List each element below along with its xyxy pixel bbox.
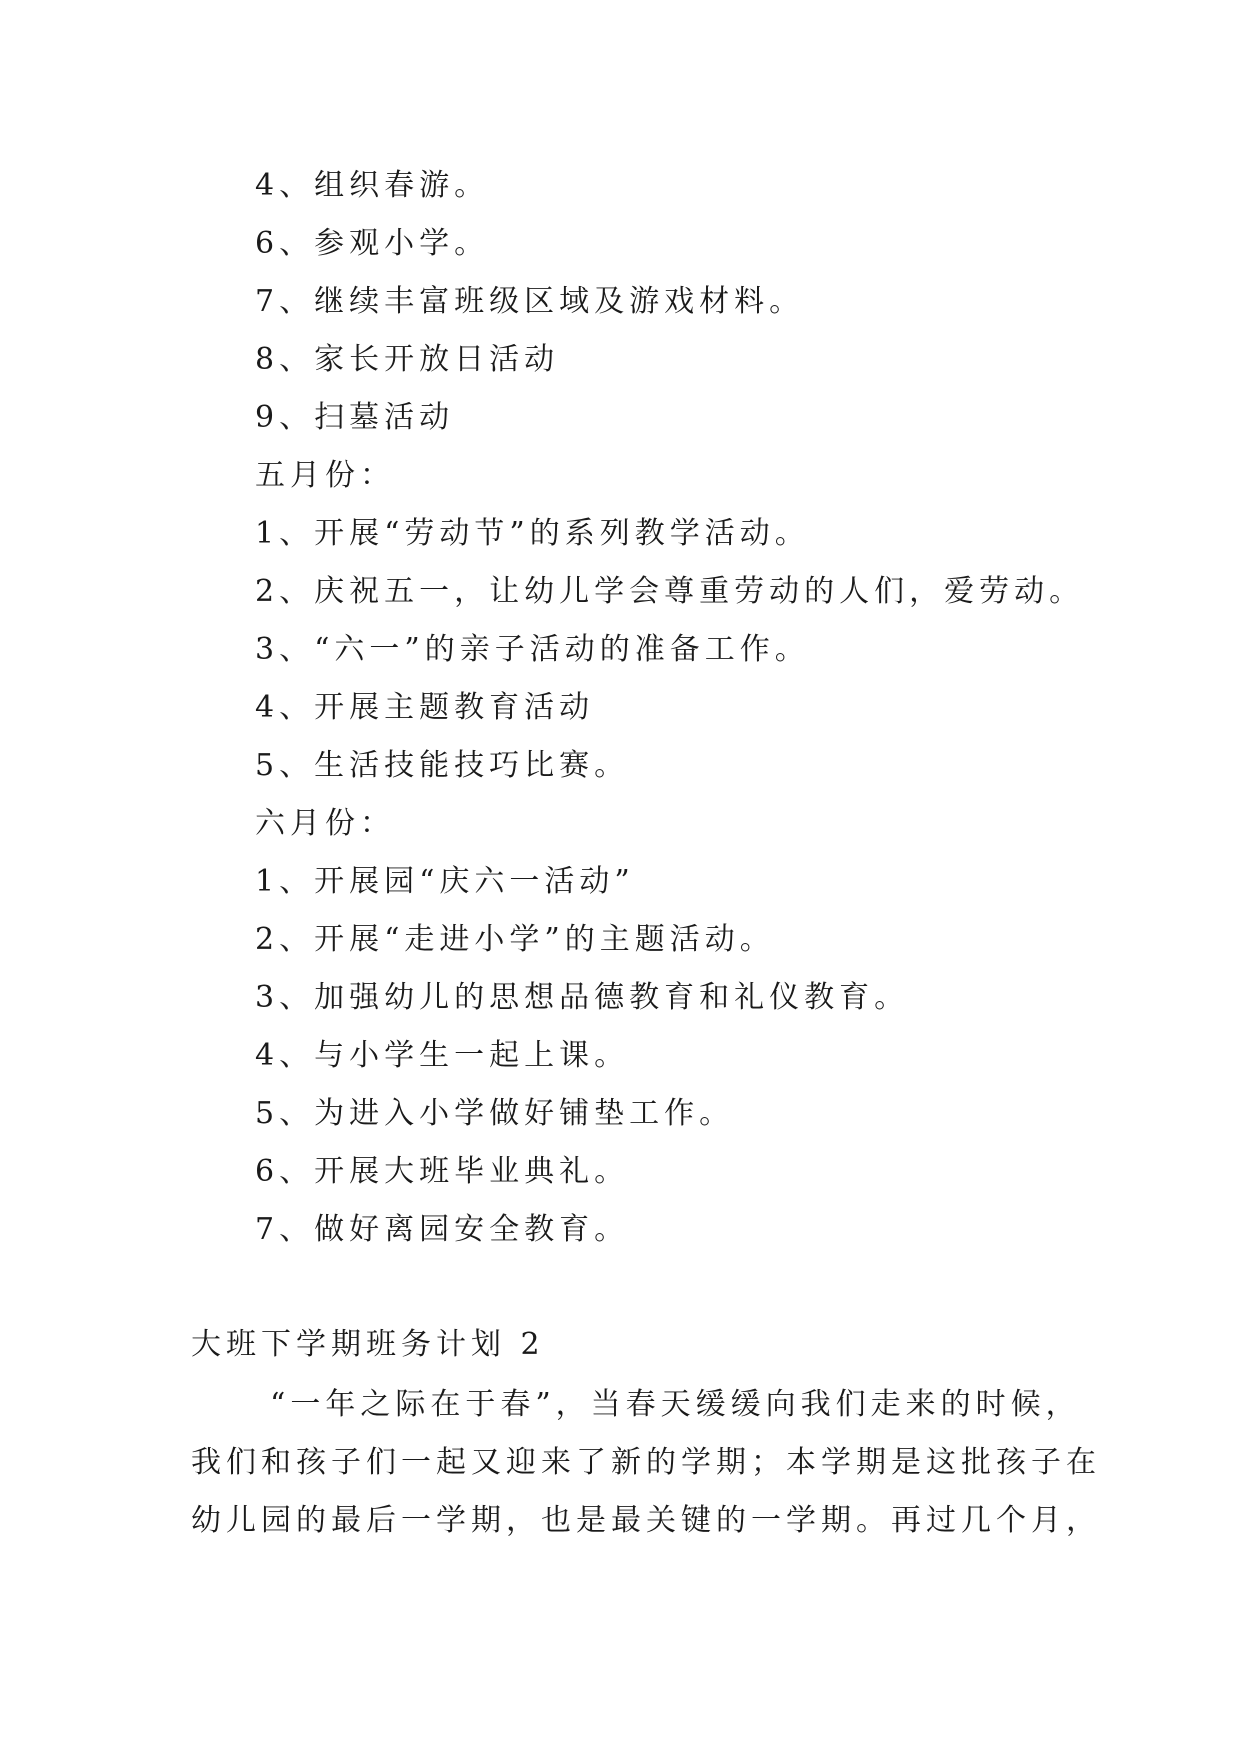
june-item-2: 2、开展“走进小学”的主题活动。 [255, 922, 775, 957]
april-item-9: 9、扫墓活动 [255, 400, 455, 435]
paragraph-line: 幼儿园的最后一学期，也是最关键的一学期。再过几个月， [191, 1503, 1101, 1538]
june-item-4: 4、与小学生一起上课。 [255, 1038, 630, 1073]
april-item-6: 6、参观小学。 [255, 226, 490, 261]
may-item-1: 1、开展“劳动节”的系列教学活动。 [255, 516, 810, 551]
june-item-6: 6、开展大班毕业典礼。 [255, 1154, 630, 1189]
june-heading: 六月份： [255, 806, 395, 841]
may-item-4: 4、开展主题教育活动 [255, 690, 595, 725]
paragraph-line: “一年之际在于春”，当春天缓缓向我们走来的时候， [270, 1387, 1081, 1422]
june-item-3: 3、加强幼儿的思想品德教育和礼仪教育。 [255, 980, 910, 1015]
april-item-8: 8、家长开放日活动 [255, 342, 560, 377]
may-item-2: 2、庆祝五一，让幼儿学会尊重劳动的人们，爱劳动。 [255, 574, 1085, 609]
may-heading: 五月份： [255, 458, 395, 493]
section-title: 大班下学期班务计划 2 [191, 1327, 545, 1362]
june-item-1: 1、开展园“庆六一活动” [255, 864, 635, 899]
paragraph-line: 我们和孩子们一起又迎来了新的学期；本学期是这批孩子在 [191, 1445, 1101, 1480]
may-item-5: 5、生活技能技巧比赛。 [255, 748, 630, 783]
april-item-7: 7、继续丰富班级区域及游戏材料。 [255, 284, 805, 319]
june-item-5: 5、为进入小学做好铺垫工作。 [255, 1096, 735, 1131]
may-item-3: 3、“六一”的亲子活动的准备工作。 [255, 632, 810, 667]
june-item-7: 7、做好离园安全教育。 [255, 1212, 630, 1247]
april-item-4: 4、组织春游。 [255, 168, 490, 203]
